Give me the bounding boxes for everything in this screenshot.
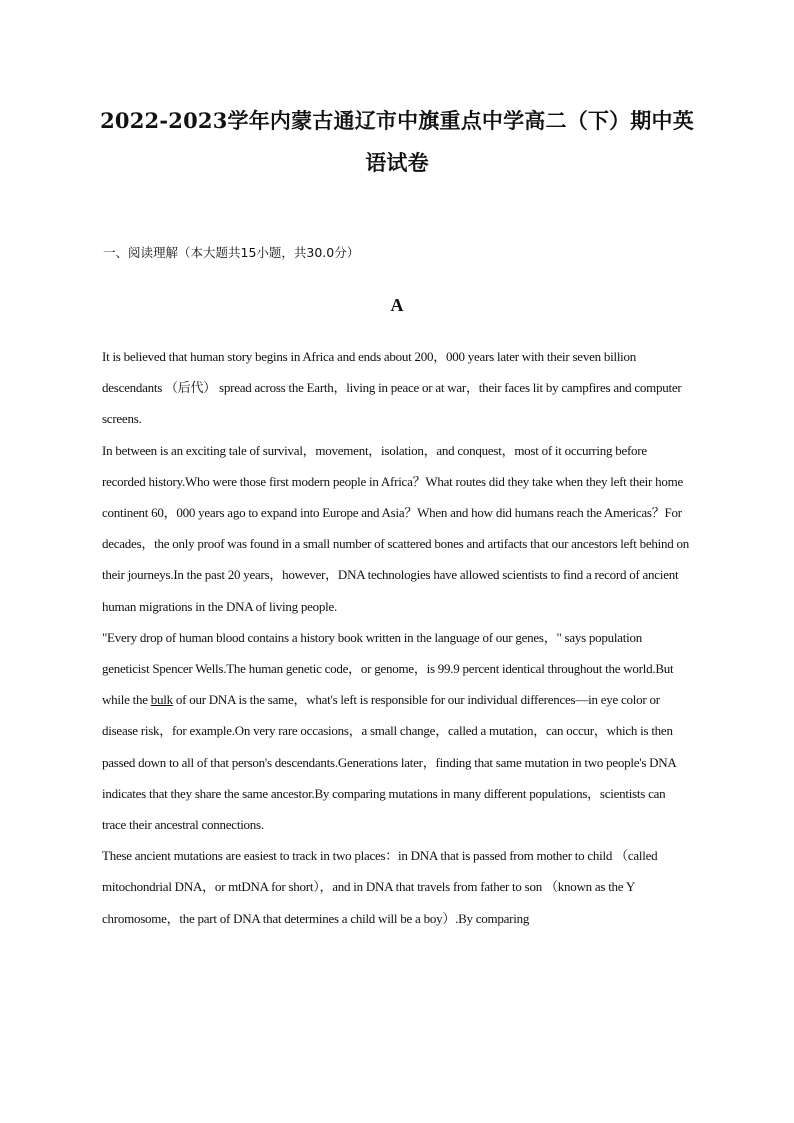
- page-title: 2022-2023学年内蒙古通辽市中旗重点中学高二（下）期中英语试卷: [100, 108, 694, 175]
- paragraph-3-start: "Every drop of human blood contains a history book written in the language of our genes，" says population geneticist Spencer Wells.The human genetic code，or genome，is 99.9 percent identical throughout the world.But while the: [102, 629, 674, 708]
- paragraph-3-end: of our DNA is the same，what's left is responsible for our individual differences—in eye color or disease risk，for example.On very rare occasions，a small change，called a mutation，can occur，which is then passed down to all of that person's descendants.Generations later，finding that same mutation in two people's DNA indicates that they share the same ancestor.By comparing mutations in many different populations，scientists can trace their ancestral connections.: [102, 692, 676, 833]
- passage-body: [102, 341, 692, 934]
- section-heading: 一、阅读理解（本大题共15小题，共30.0分）: [103, 245, 360, 260]
- paragraph-3: [102, 622, 692, 840]
- paragraph-4: These ancient mutations are easiest to track in two places：in DNA that is passed from mother to child （called mitochondrial DNA，or mtDNA for short），and in DNA that travels from father to son （known as the Y chromosome，the part of DNA that determines a child will be a boy）.By comparing: [102, 848, 658, 926]
- paragraph-1: It is believed that human story begins in Africa and ends about 200，000 years later with their seven billion descendants （后代） spread across the Earth，living in peace or at war，their faces lit by campfires and computer screens.: [102, 349, 682, 427]
- underlined-word: bulk: [150, 692, 173, 708]
- passage-label: A: [390, 295, 404, 315]
- paragraph-2: In between is an exciting tale of survival，movement，isolation，and conquest，most of it occurring before recorded history.Who were those first modern people in Africa？What routes did they take when they left their home continent 60，000 years ago to expand into Europe and Asia？When and how did humans reach the Americas？For decades，the only proof was found in a small number of scattered bones and artifacts that our ancestors left behind on their journeys.In the past 20 years，however，DNA technologies have allowed scientists to find a record of ancient human migrations in the DNA of living people.: [102, 442, 689, 614]
